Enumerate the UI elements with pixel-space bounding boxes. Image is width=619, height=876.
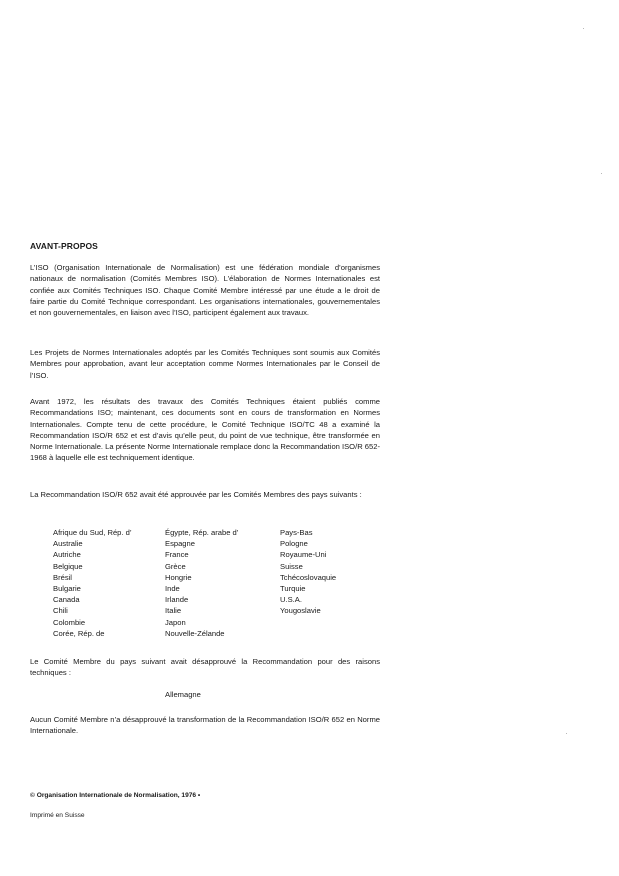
paragraph-iso-intro: L’ISO (Organisation Internationale de Normalisation) est une fédération mondiale d’organismes nationaux de normalisation (Comités Membres ISO). L’élaboration de Normes Internationales est confiée aux Comités Techniques ISO. Chaque Comité Membre intéressé par une étude a le droit de faire partie du Comité Technique correspondant. Les organisations internationales, gouvernementales et non gouvernementales, en liaison avec l’ISO, participent également aux travaux. <box>30 263 380 318</box>
country-item: Nouvelle-Zélande <box>165 628 225 638</box>
country-column-1 <box>53 527 165 639</box>
country-item: Afrique du Sud, Rép. d’ <box>53 528 132 537</box>
country-item: Brésil <box>53 572 72 582</box>
country-item: Hongrie <box>165 572 192 582</box>
country-item: Colombie <box>53 617 86 627</box>
country-item: Chili <box>53 606 68 616</box>
country-item: Bulgarie <box>53 584 81 594</box>
country-item: Irlande <box>165 595 189 605</box>
paragraph-approval-intro: La Recommandation ISO/R 652 avait été approuvée par les Comités Membres des pays suivants : <box>30 490 362 499</box>
foreword-heading: AVANT-PROPOS <box>30 241 98 251</box>
country-item: Yougoslavie <box>280 606 321 616</box>
paragraph-history: Avant 1972, les résultats des travaux des Comités Techniques étaient publiés comme Recommandations ISO; maintenant, ces documents sont en cours de transformation en Normes Internationales. Compte tenu de cette procédure, le Comité Technique ISO/TC 48 a examiné la Recommandation ISO/R 652 et est d’avis qu’elle peut, du point de vue technique, être transformée en Norme Internationale. La présente Norme Internationale remplace donc la Recommandation ISO/R 652-1968 à laquelle elle est techniquement identique. <box>30 397 380 463</box>
scan-speck <box>583 28 584 29</box>
paragraph-draft-standards: Les Projets de Normes Internationales adoptés par les Comités Techniques sont soumis aux Comités Membres pour approbation, avant leur acceptation comme Normes Internationales par le Conseil de l’ISO. <box>30 348 380 380</box>
country-item: France <box>165 550 189 560</box>
country-item: Italie <box>165 606 182 616</box>
paragraph-disapproval: Le Comité Membre du pays suivant avait désapprouvé la Recommandation pour des raisons techniques : <box>30 657 380 678</box>
copyright-notice: © Organisation Internationale de Normalisation, 1976 • <box>30 792 201 799</box>
country-item: Espagne <box>165 539 195 549</box>
printed-in-notice: Imprimé en Suisse <box>30 812 85 819</box>
country-item: Inde <box>165 584 180 594</box>
country-item: Tchécoslovaquie <box>280 572 337 582</box>
country-item: Royaume-Uni <box>280 550 327 560</box>
country-item: Canada <box>53 595 80 605</box>
country-item: Australie <box>53 539 83 549</box>
country-item: Corée, Rép. de <box>53 628 105 638</box>
scan-speck <box>566 733 567 734</box>
country-item: Pays-Bas <box>280 528 313 537</box>
paragraph-final-note: Aucun Comité Membre n’a désapprouvé la transformation de la Recommandation ISO/R 652 en Norme Internationale. <box>30 715 380 736</box>
country-column-3 <box>280 527 390 639</box>
country-item: Japon <box>165 617 186 627</box>
country-item: Pologne <box>280 539 308 549</box>
disapproving-country: Allemagne <box>165 690 201 699</box>
country-column-2 <box>165 527 280 639</box>
approving-countries-list <box>53 527 390 639</box>
country-item: Suisse <box>280 561 303 571</box>
scan-speck <box>601 173 602 174</box>
country-item: U.S.A. <box>280 595 302 605</box>
country-item: Grèce <box>165 561 186 571</box>
country-item: Égypte, Rép. arabe d’ <box>165 528 239 537</box>
country-item: Autriche <box>53 550 81 560</box>
country-item: Turquie <box>280 584 306 594</box>
country-item: Belgique <box>53 561 83 571</box>
